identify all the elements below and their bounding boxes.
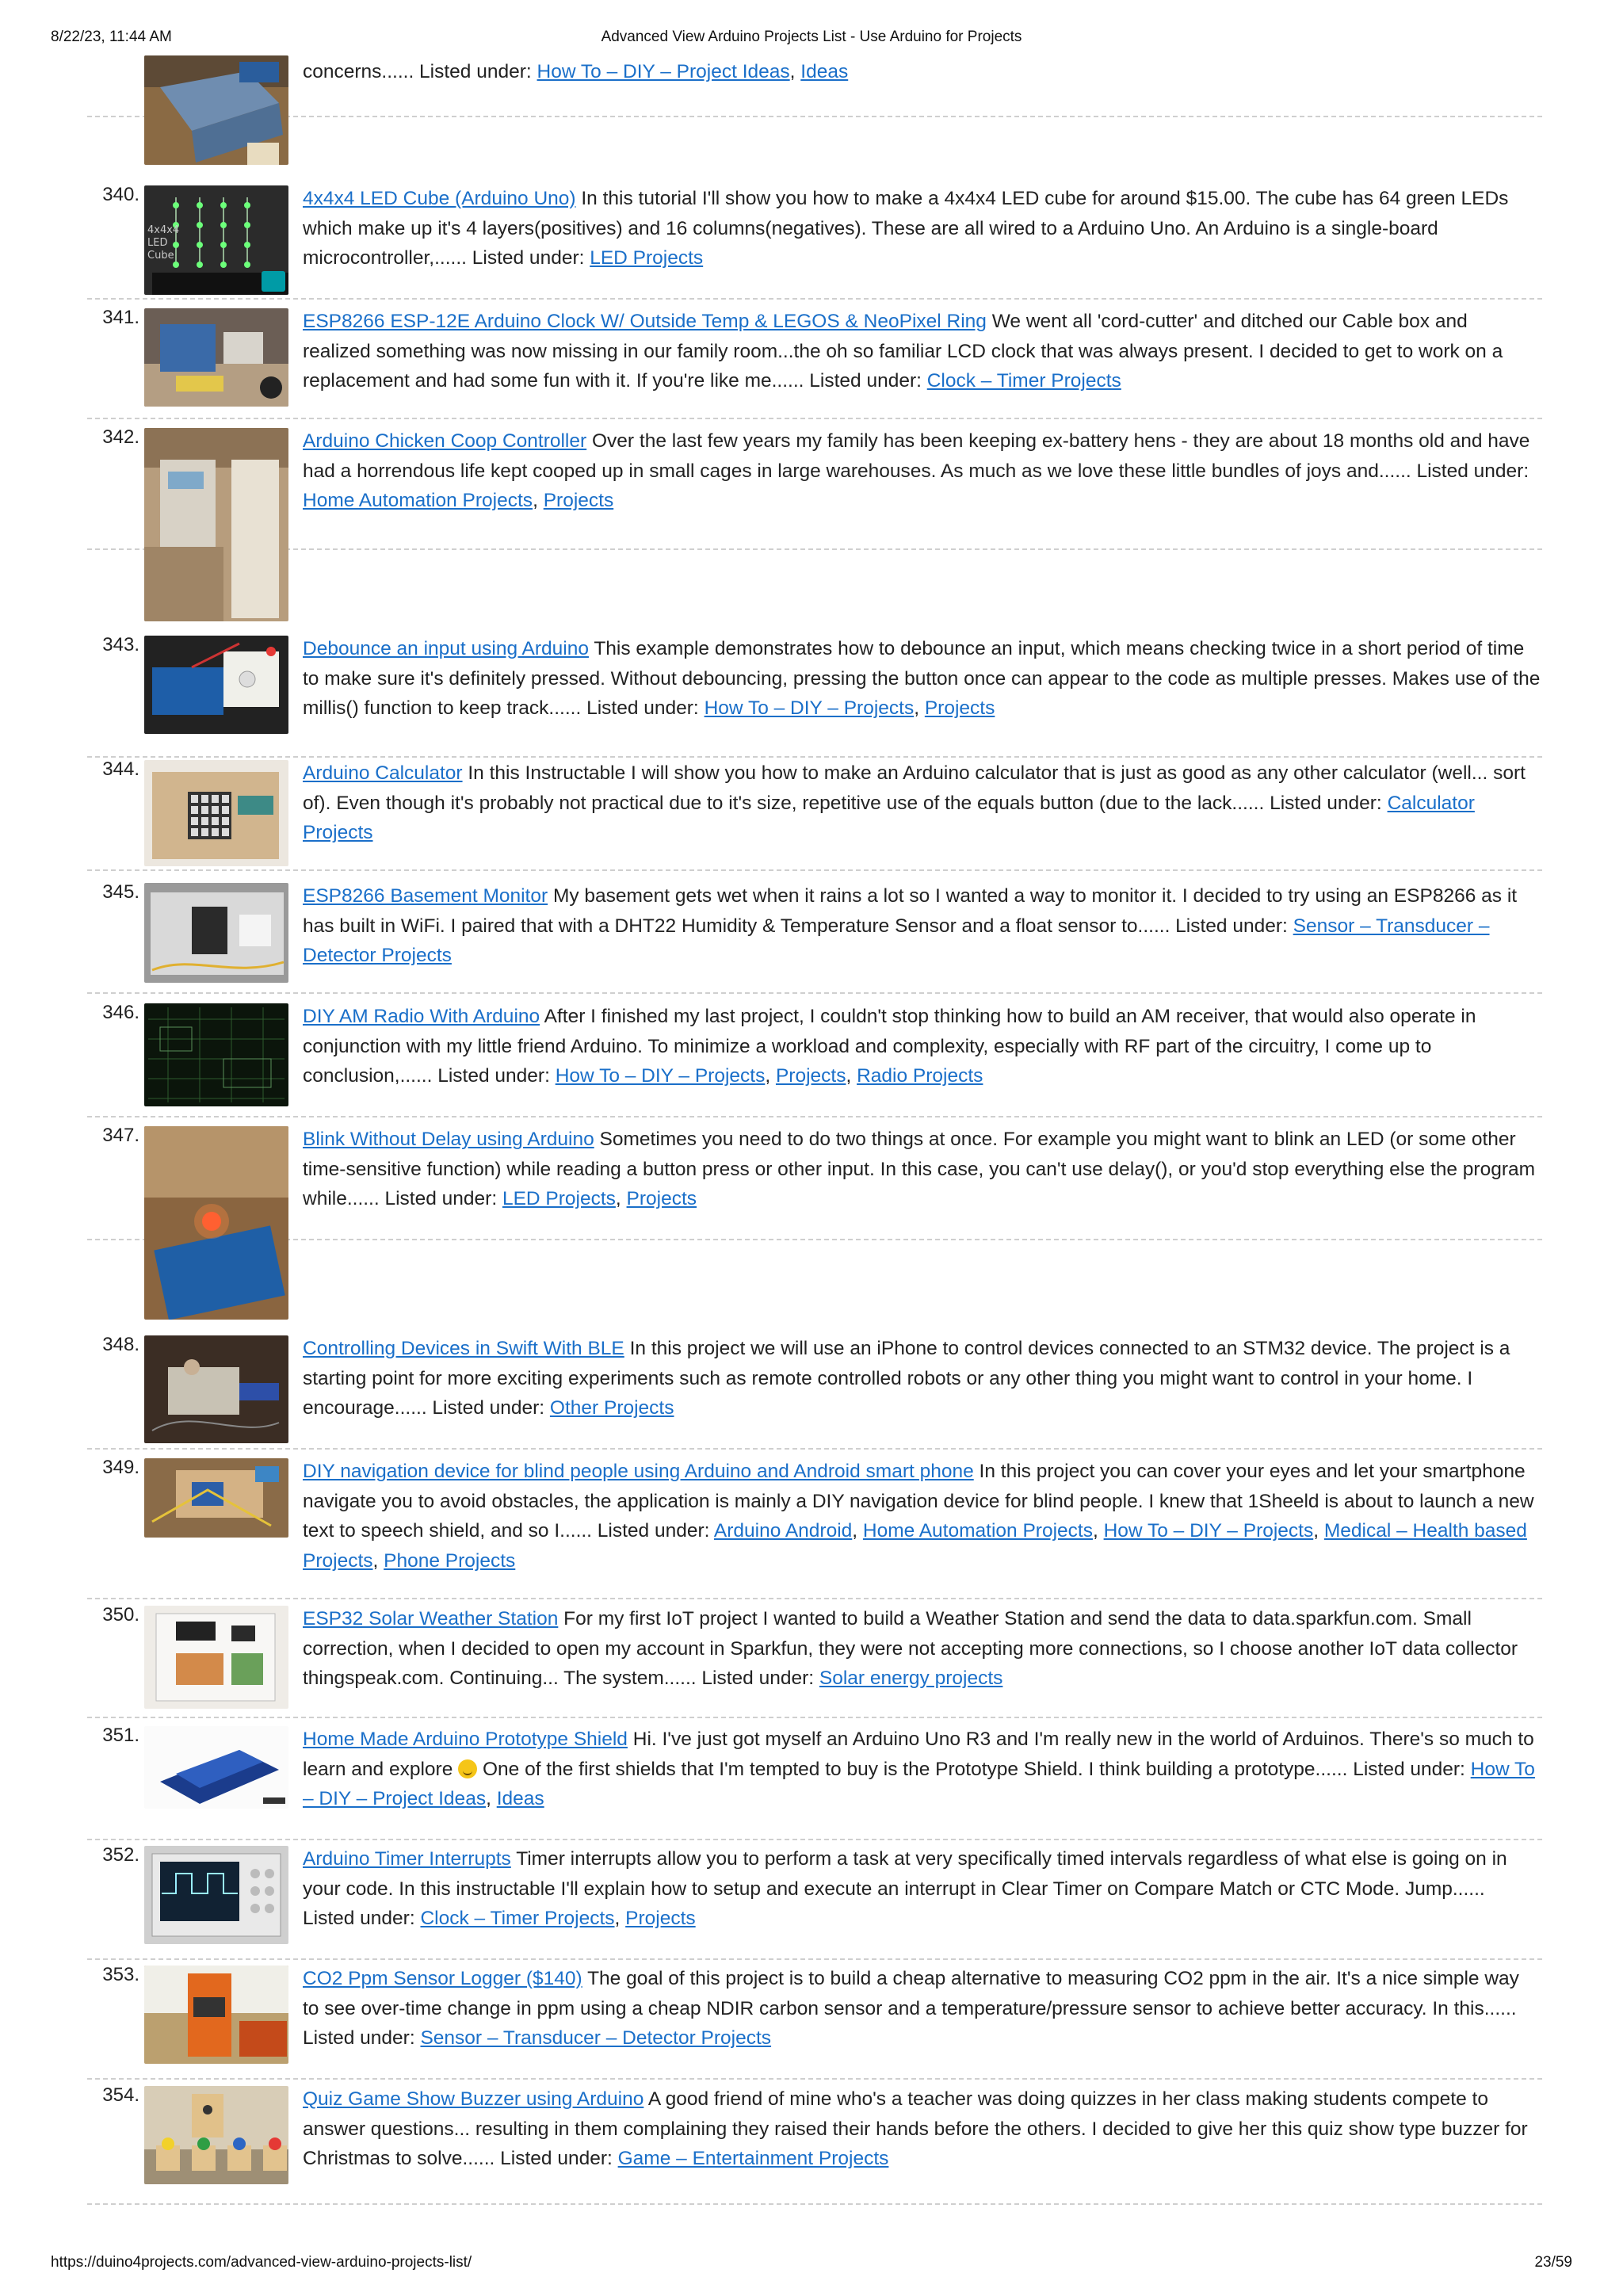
project-title-link[interactable]: DIY navigation device for blind people using Arduino and Android smart phone [303,1461,974,1482]
category-link[interactable]: Other Projects [549,1397,674,1419]
project-entry [87,184,1542,300]
project-title-link[interactable]: Blink Without Delay using Arduino [303,1129,594,1150]
entry-description [303,1964,1541,2053]
project-entry [87,1964,1542,2080]
entry-description [303,184,1541,273]
entry-description [303,1844,1541,1934]
project-entry [87,1844,1542,1960]
entry-number: 342. [102,426,139,448]
entry-number: 340. [102,184,139,205]
project-title-link[interactable]: Quiz Game Show Buzzer using Arduino [303,2088,644,2110]
project-entry [87,1002,1542,1117]
category-link[interactable]: Ideas [496,1788,544,1809]
category-link[interactable]: Sensor – Transducer – Detector Projects [303,915,1490,966]
project-entry [87,758,1542,871]
entry-description [303,1725,1541,1814]
project-summary: We went all 'cord-cutter' and ditched our Cable box and realized something was now missing in our family room...the oh so familiar LCD clock that was always present. I decided to get to work on a replacement and had some fun with it. If you're like me...... Listed under: [303,311,1503,392]
entry-number: 351. [102,1725,139,1746]
project-title-link[interactable]: Arduino Chicken Coop Controller [303,430,587,452]
entry-description [303,1604,1541,1694]
category-link[interactable]: Arduino Android [713,1520,853,1541]
category-separator: , [614,1908,626,1929]
category-separator: , [486,1788,497,1809]
project-thumbnail-image [144,1966,288,2064]
category-link[interactable]: Projects [924,697,995,719]
print-footer [51,2254,1572,2273]
project-thumbnail-image [144,883,288,983]
entry-number: 354. [102,2084,139,2106]
project-thumbnail-image [144,1335,288,1443]
project-summary: Hi. I've just got myself an Arduino Uno R3 and I'm really new in the world of Arduinos. There's so much to learn and explore [303,1729,1534,1780]
project-thumbnail-image [144,1458,288,1538]
page-number: 23/59 [1534,2254,1572,2271]
category-separator: , [846,1065,857,1087]
category-separator: , [789,61,801,82]
print-datetime: 8/22/23, 11:44 AM [51,29,172,45]
svg-text:Cube: Cube [147,250,174,262]
entry-description [303,634,1541,724]
category-separator: , [852,1520,863,1541]
project-entry [87,1604,1542,1718]
project-entry [87,881,1542,994]
project-summary: This example demonstrates how to debounce an input, which means checking twice in a short period of time to make sure it's definitely pressed. Without debouncing, pressing the button once can appear to the code as multiple presses. Makes use of the millis() function to keep track...... Listed under: [303,638,1541,719]
project-thumbnail[interactable] [144,1335,288,1443]
entry-description [303,881,1541,971]
project-entry [87,1334,1542,1450]
project-thumbnail[interactable] [144,1458,288,1538]
project-thumbnail-image [144,185,288,295]
category-link[interactable]: Sensor – Transducer – Detector Projects [420,2027,772,2049]
entry-number: 350. [102,1604,139,1626]
project-thumbnail-image [144,1846,288,1944]
project-summary-continued: One of the first shields that I'm tempted to buy is the Prototype Shield. I think building a prototype...... Listed under: [482,1758,1465,1780]
project-thumbnail[interactable] [144,428,288,621]
project-title-link[interactable]: Debounce an input using Arduino [303,638,589,659]
entry-description [303,1457,1541,1576]
category-link[interactable]: Projects [775,1065,846,1087]
project-thumbnail-image [144,308,288,407]
category-separator: , [372,1549,384,1572]
entry-number: 343. [102,634,139,655]
entry-description [303,2084,1541,2174]
project-thumbnail[interactable] [144,308,288,407]
category-link[interactable]: Projects [625,1908,696,1929]
project-title-link[interactable]: ESP8266 ESP-12E Arduino Clock W/ Outside Temp & LEGOS & NeoPixel Ring [303,311,987,332]
category-separator: , [765,1065,776,1087]
project-title-link[interactable]: Arduino Calculator [303,762,463,784]
project-thumbnail-image [144,1003,288,1106]
entry-number: 347. [102,1125,139,1146]
project-entry [87,57,1542,117]
project-summary: For my first IoT project I wanted to build a Weather Station and send the data to data.sparkfun.com. Small correction, when I decided to open my account in Sparkfun, they were not accepting more connections, so I choose another IoT data collector thingspeak.com. Continuing... The system...... Listed under: [303,1608,1518,1689]
project-thumbnail[interactable] [144,1726,288,1809]
category-link[interactable]: LED Projects [590,247,704,269]
category-link[interactable]: How To – DIY – Project Ideas [537,61,790,82]
project-summary: In this tutorial I'll show you how to make a 4x4x4 LED cube for around $15.00. The cube has 64 green LEDs which make up it's 4 layers(positives) and 16 columns(negatives). These are all wired to a Arduino Uno. An Arduino is a single-board microcontroller,...... Listed under: [303,188,1509,269]
project-title-link[interactable]: Controlling Devices in Swift With BLE [303,1338,624,1359]
project-thumbnail-image [144,1126,288,1320]
category-link[interactable]: Game – Entertainment Projects [617,2148,889,2169]
project-title-link[interactable]: CO2 Ppm Sensor Logger ($140) [303,1968,582,1989]
project-thumbnail[interactable] [144,1966,288,2064]
project-thumbnail[interactable] [144,55,288,165]
entry-description [303,426,1541,516]
category-separator: , [1313,1520,1324,1541]
project-entry [87,426,1542,550]
project-entry [87,1125,1542,1240]
print-url: https://duino4projects.com/advanced-view-arduino-projects-list/ [51,2254,472,2271]
svg-text:LED: LED [147,237,168,249]
project-thumbnail[interactable] [144,760,288,866]
project-entry [87,1457,1542,1599]
project-title-link[interactable]: Arduino Timer Interrupts [303,1848,511,1870]
print-title: Advanced View Arduino Projects List - Use Arduino for Projects [601,29,1022,45]
entry-number: 345. [102,881,139,903]
project-thumbnail-image [144,1606,288,1709]
project-entry [87,1725,1542,1840]
project-thumbnail-image [144,1726,288,1809]
project-thumbnail[interactable] [144,636,288,734]
entry-description [303,307,1541,396]
category-link[interactable]: Radio Projects [857,1065,983,1087]
project-summary: My basement gets wet when it rains a lot so I wanted a way to monitor it. I decided to try using an ESP8266 as it has built in WiFi. I paired that with a DHT22 Humidity & Temperature Sensor and a float sensor to...... Listed under: [303,885,1518,937]
category-link[interactable]: How To – DIY – Project Ideas [303,1758,1535,1809]
svg-text:4x4x4: 4x4x4 [147,224,180,236]
project-thumbnail-image [144,55,288,165]
category-link[interactable]: Phone Projects [384,1549,516,1572]
project-title-link[interactable]: 4x4x4 LED Cube (Arduino Uno) [303,188,576,209]
entry-number: 348. [102,1334,139,1355]
project-summary: A good friend of mine who's a teacher was doing quizzes in her class making students compete to answer questions... resulting in them complaining they raised their hands before the others. I decided to give her this quiz show type buzzer for Christmas to solve...... Listed under: [303,2088,1528,2169]
print-header [51,29,1572,48]
smile-emoji-icon [458,1759,477,1778]
project-thumbnail-image [144,636,288,734]
project-thumbnail-image [144,428,288,621]
entry-number: 353. [102,1964,139,1985]
project-entry [87,634,1542,758]
category-link[interactable]: Clock – Timer Projects [926,370,1121,392]
entry-number: 341. [102,307,139,328]
entry-number: 346. [102,1002,139,1023]
category-link[interactable]: Home Automation Projects [862,1520,1093,1541]
category-link[interactable]: How To – DIY – Projects [1103,1520,1314,1541]
project-title-link[interactable]: DIY AM Radio With Arduino [303,1006,540,1027]
category-link[interactable]: Medical – Health based Projects [303,1520,1527,1572]
category-link[interactable]: Projects [626,1188,697,1209]
category-separator: , [615,1188,627,1209]
entry-description [303,1125,1541,1214]
entry-description [303,57,1541,87]
project-thumbnail-image [144,760,288,866]
category-link[interactable]: Solar energy projects [819,1668,1003,1689]
category-link[interactable]: Clock – Timer Projects [420,1908,615,1929]
project-summary: The goal of this project is to build a cheap alternative to measuring CO2 ppm in the air. It's a nice simple way to see over-time change in ppm using a cheap NDIR carbon sensor and a temperature/pressure sensor to achieve better accuracy. In this...... Listed under: [303,1968,1519,2049]
category-separator: , [533,490,544,511]
project-thumbnail[interactable] [144,1606,288,1709]
project-title-link[interactable]: ESP8266 Basement Monitor [303,885,548,907]
project-thumbnail[interactable] [144,2086,288,2184]
project-thumbnail-image [144,2086,288,2184]
entry-description [303,758,1541,848]
entry-description [303,1334,1541,1423]
project-thumbnail[interactable] [144,1846,288,1944]
project-title-link[interactable]: ESP32 Solar Weather Station [303,1608,559,1629]
project-summary: Sometimes you need to do two things at once. For example you might want to blink an LED (or some other time-sensitive function) while reading a button press or other input. In this case, you can't use delay(), or you'd stop everything else the program while...... Listed under: [303,1129,1536,1209]
category-link[interactable]: How To – DIY – Projects [704,697,915,719]
project-summary: Timer interrupts allow you to perform a task at very specifically timed intervals regardless of what else is going on in your code. In this instructable I'll explain how to setup and execute an interrupt in Clear Timer on Compare Match or CTC Mode. Jump...... Listed under: [303,1848,1507,1929]
category-link[interactable]: How To – DIY – Projects [555,1065,766,1087]
project-summary: In this Instructable I will show you how to make an Arduino calculator that is just as good as any other calculator (well... sort of). Even though it's probably not practical due to it's size, repetitive use of the equals button (due to the lack...... Listed under: [303,762,1526,814]
project-thumbnail[interactable] [144,1126,288,1320]
category-link[interactable]: LED Projects [502,1188,616,1209]
category-link[interactable]: Home Automation Projects [303,490,533,511]
project-summary: concerns...... Listed under: [303,61,532,82]
project-thumbnail[interactable] [144,185,288,295]
category-link[interactable]: Projects [543,490,614,511]
project-summary: In this project you can cover your eyes and let your smartphone navigate you to avoid obstacles, the application is mainly a DIY navigation device for blind people. I knew that 1Sheeld is about to launch a new text to speech shield, and so I...... Listed under: [303,1461,1534,1541]
project-title-link[interactable]: Home Made Arduino Prototype Shield [303,1729,628,1750]
project-entry [87,2084,1542,2205]
project-summary: In this project we will use an iPhone to control devices connected to an STM32 device. The project is a starting point for more exciting experiments such as remote controlled robots or any other thing you might want to control in your home. I encourage...... Listed under: [303,1338,1510,1419]
category-separator: , [1092,1520,1104,1541]
entry-number: 352. [102,1844,139,1866]
entry-number: 349. [102,1457,139,1478]
project-entry [87,307,1542,419]
category-link[interactable]: Ideas [800,61,849,82]
entry-number: 344. [102,758,139,780]
project-thumbnail[interactable] [144,883,288,983]
project-thumbnail[interactable] [144,1003,288,1106]
project-summary: After I finished my last project, I couldn't stop thinking how to build an AM receiver, that would also operate in conjunction with my little friend Arduino. To minimize a workload and complexity, especially with RF part of the circuitry, I come up to conclusion,...... Listed under: [303,1006,1476,1087]
project-summary: Over the last few years my family has been keeping ex-battery hens - they are about 18 months old and have had a horrendous life kept cooped up in small cages in large warehouses. As much as we love these little bundles of joys and...... Listed under: [303,430,1530,482]
entry-description [303,1002,1541,1091]
category-separator: , [914,697,925,719]
category-link[interactable]: Calculator Projects [303,792,1475,843]
